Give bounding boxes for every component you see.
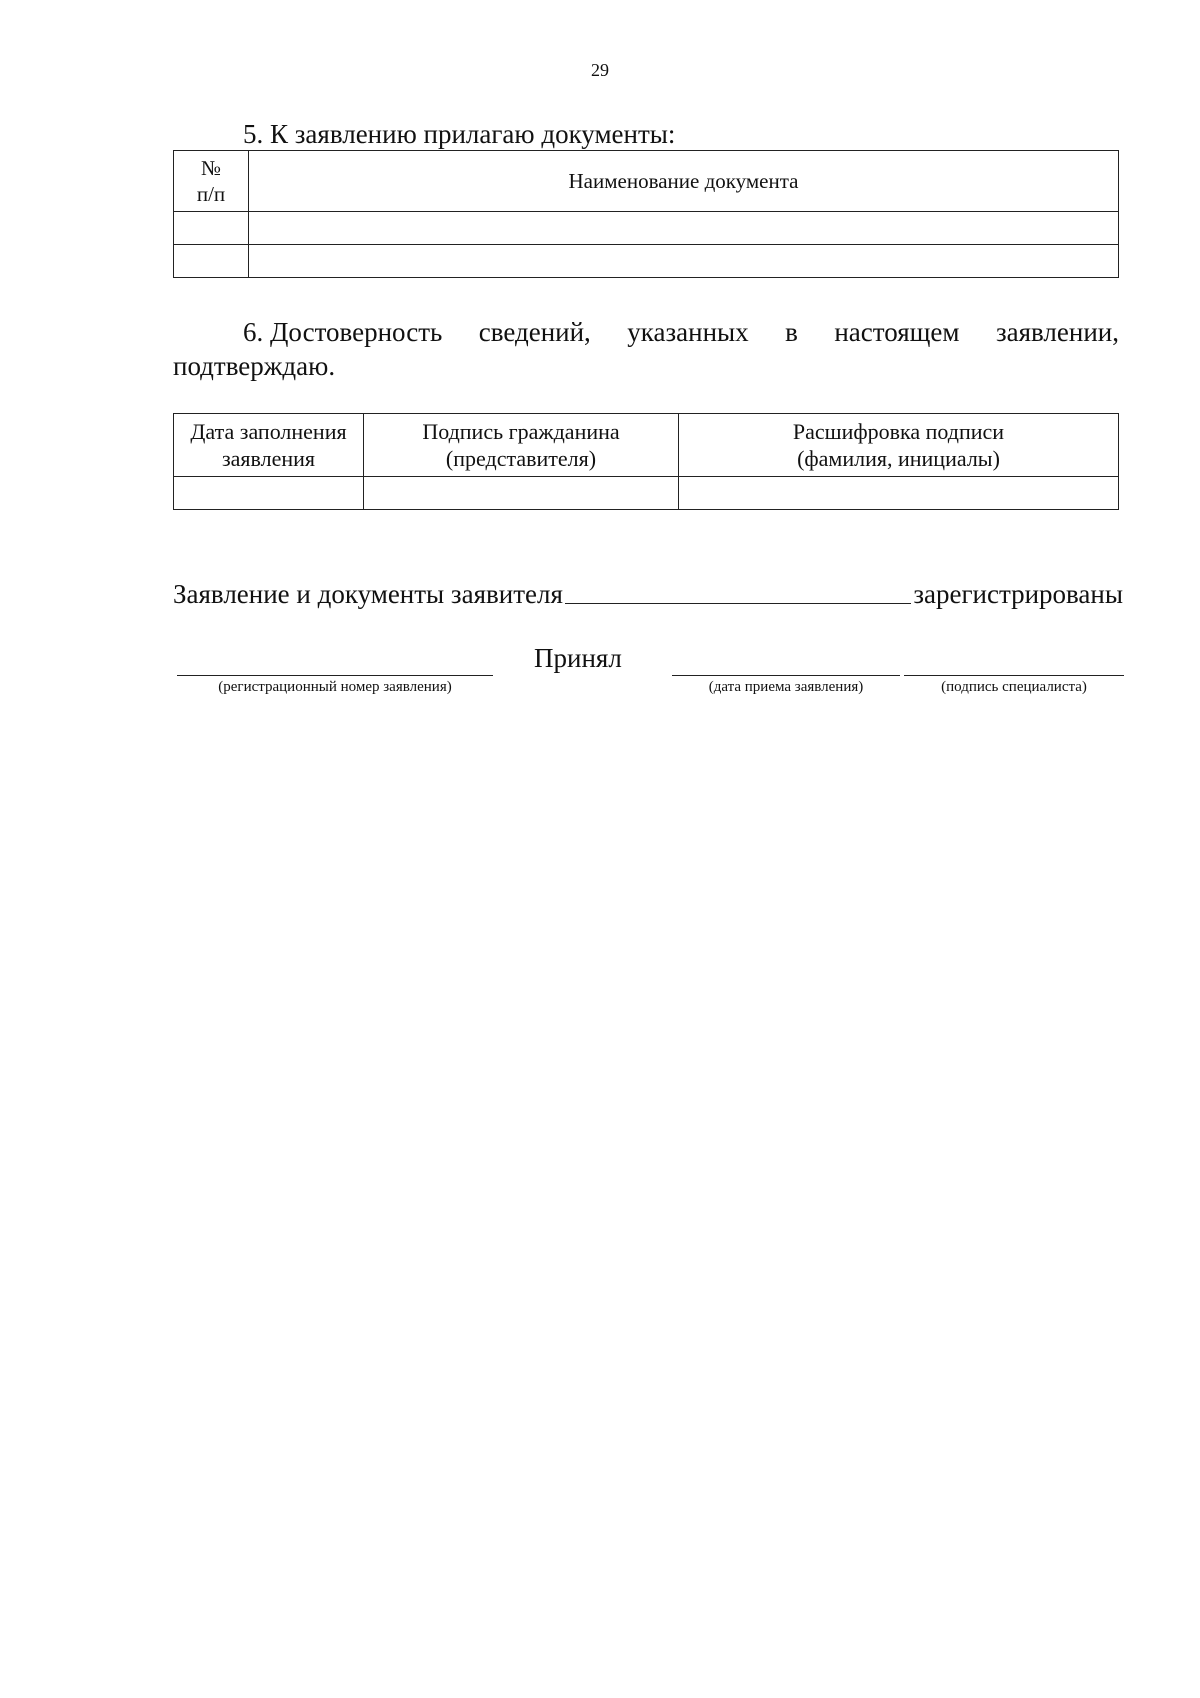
column-header-signature-transcript: Расшифровка подписи (фамилия, инициалы) xyxy=(679,414,1119,477)
specialist-signature-blank-line[interactable] xyxy=(904,675,1124,676)
statement-word: настоящем xyxy=(834,317,960,347)
signature-transcript-cell[interactable] xyxy=(679,477,1119,510)
statement-word: указанных xyxy=(627,317,749,347)
page-number: 29 xyxy=(591,60,609,80)
table-cell[interactable] xyxy=(174,212,249,245)
table-row xyxy=(174,245,1119,278)
table-row xyxy=(174,477,1119,510)
statement-word: в xyxy=(785,317,798,347)
column-header-number: № п/п xyxy=(174,151,249,212)
table-header-row xyxy=(174,151,1119,212)
statement-word: 6. Достоверность xyxy=(243,317,443,347)
registration-prefix: Заявление и документы заявителя xyxy=(173,579,563,609)
accept-date-caption: (дата приема заявления) xyxy=(708,679,864,695)
registration-suffix: зарегистрированы xyxy=(913,579,1123,609)
signature-table xyxy=(173,413,1119,510)
reg-number-caption: (регистрационный номер заявления) xyxy=(218,679,452,695)
accepted-label: Принял xyxy=(534,643,622,673)
fill-date-cell[interactable] xyxy=(174,477,364,510)
statement-word: сведений, xyxy=(478,317,591,347)
section-6-statement-end: подтверждаю. xyxy=(173,351,336,381)
registration-statement xyxy=(173,578,1123,610)
table-cell[interactable] xyxy=(249,245,1119,278)
reg-number-blank-line[interactable] xyxy=(177,675,493,676)
table-row xyxy=(174,212,1119,245)
statement-word: заявлении, xyxy=(995,317,1119,347)
table-header-row xyxy=(174,414,1119,477)
table-cell[interactable] xyxy=(249,212,1119,245)
section-5-heading: 5. К заявлению прилагаю документы: xyxy=(243,119,676,149)
section-6-statement xyxy=(173,316,1119,348)
registration-blank-line[interactable] xyxy=(565,602,911,604)
accept-date-blank-line[interactable] xyxy=(672,675,900,676)
column-header-document-name: Наименование документа xyxy=(249,151,1119,212)
column-header-fill-date: Дата заполнения заявления xyxy=(174,414,364,477)
column-header-signature: Подпись гражданина (представителя) xyxy=(364,414,679,477)
signature-cell[interactable] xyxy=(364,477,679,510)
specialist-signature-caption: (подпись специалиста) xyxy=(941,679,1087,695)
attached-documents-table xyxy=(173,150,1119,278)
table-cell[interactable] xyxy=(174,245,249,278)
